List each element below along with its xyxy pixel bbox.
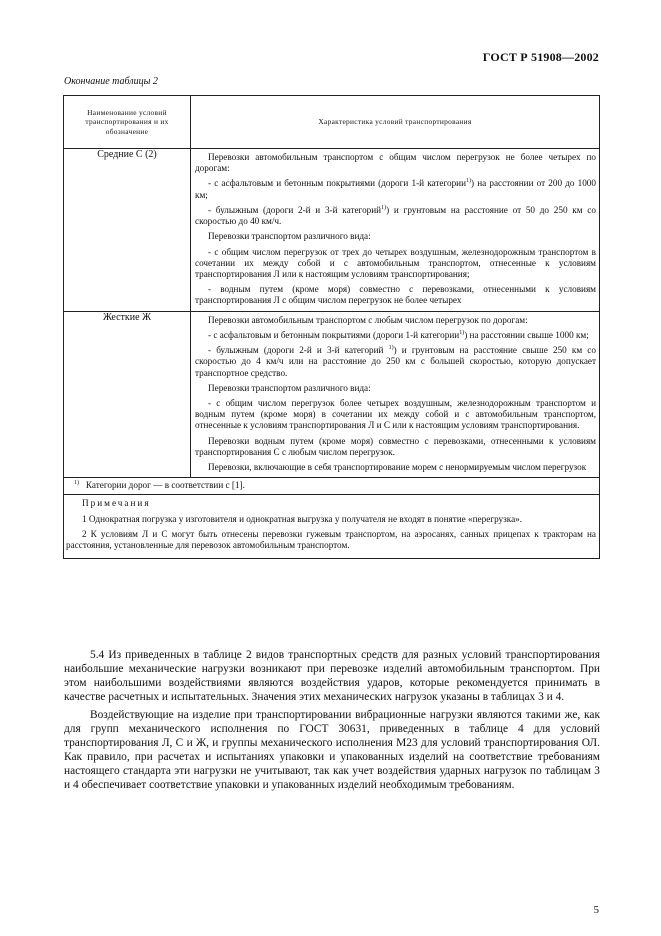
body-text — [64, 648, 600, 795]
condition-description-cell — [191, 149, 600, 312]
footnote-row — [64, 478, 600, 495]
footnote-mark: 1) — [381, 204, 387, 211]
description-paragraph: - с общим числом перегрузок более четырех воздушным, железнодорожным транспортом и водным путем (кроме моря) в сочетании их между собой и с автомобильным транспортом, отнесенные к условиям транспортирования Л и С или к настоящим условиям транспортирования. — [195, 397, 596, 431]
col-header-condition-name: Наименование условий транспортирования и их обозначение — [64, 96, 191, 149]
description-paragraph: Перевозки, включающие в себя транспортирование морем с ненормируемым числом перегрузок — [208, 462, 587, 473]
description-paragraph: - с асфальтовым и бетонным покрытиями (дороги 1-й категории$^{1)}$) на расстоянии от 200 до 1000 км; — [195, 178, 596, 200]
footnote-mark: 1) — [74, 480, 79, 487]
table-row — [64, 311, 600, 478]
description-paragraph: - с асфальтовым и бетонным покрытиями (дороги 1-й категории$^{1)}$) на расстоянии свыше 1000 км; — [208, 329, 589, 340]
description-paragraph: - с общим числом перегрузок от трех до четырех воздушным, железнодорожным транспортом в сочетании их между собой и с автомобильным транспортом, отнесенные к условиям транспортирования Л или к настоящим условиям транспортирования; — [195, 246, 596, 279]
condition-description-cell — [191, 311, 600, 478]
description-paragraph: Перевозки автомобильным транспортом с любым числом перегрузок по дорогам: — [208, 314, 528, 325]
note-item: 1 Однократная погрузка у изготовителя и однократная выгрузка у получателя не входят в понятие «перегрузка». — [82, 513, 523, 524]
description-paragraph: Перевозки автомобильным транспортом с общим числом перегрузок не более четырех по дорогам: — [195, 152, 596, 174]
col-header-characteristics: Характеристика условий транспортирования — [191, 96, 600, 149]
description-paragraph: - булыжным (дороги 2-й и 3-й категорий $^{1)}$) и грунтовым на расстояние свыше 250 км со скоростью до 4 км/ч или на расстояние до 250 км с большей скоростью, которую допускает транспортное средство. — [195, 345, 596, 378]
body-paragraph: Воздействующие на изделие при транспортировании вибрационные нагрузки являются такими же, как для групп механического исполнения по ГОСТ 30631, приведенных в таблице 4 для условий транспортирования Л, С и Ж, и группы механического исполнения М23 для условий транспортирования ОЛ. Как правило, при расчетах и испытаниях упаковки и упакованных изделий на соответствие требованиям настоящего стандарта эти нагрузки не учитывают, так как учет воздействия ударных нагрузок по таблицам 3 и 4 обеспечивает соответствие упаковки и упакованных изделий необходимым требованиям. — [64, 708, 600, 792]
description-paragraph: Перевозки транспортом различного вида: — [208, 231, 371, 242]
notes-row — [64, 495, 600, 559]
footnote-mark: 1) — [388, 345, 394, 351]
body-paragraph: 5.4 Из приведенных в таблице 2 видов транспортных средств для разных условий транспортирования наибольшие механические нагрузки возникают при перевозке изделий автомобильным транспортом. При этом наибольшими воздействиями являются воздействия ударов, которые рекомендуется принимать в качестве расчетных и испытательных. Значения этих механических нагрузок указаны в таблицах 3 и 4. — [64, 649, 600, 704]
table-caption: Окончание таблицы 2 — [64, 76, 158, 87]
table-header-row — [64, 96, 600, 149]
description-paragraph: Перевозки транспортом различного вида: — [208, 382, 371, 393]
note-item: 2 К условиям Л и С могут быть отнесены перевозки гужевым транспортом, на аэросанях, санных прицепах к тракторам на расстояния, установленные для перевозок автомобильным транспортом. — [66, 528, 596, 551]
description-paragraph: - булыжным (дороги 2-й и 3-й категорий$^{1)}$) и грунтовым на расстояние от 50 до 250 км со скоростью до 40 км/ч. — [195, 204, 596, 227]
transport-conditions-table — [63, 95, 600, 559]
description-paragraph: - водным путем (кроме моря) совместно с перевозками, отнесенными к условиям транспортирования Л с общим числом перегрузок не более четырех — [195, 284, 596, 306]
table-row — [64, 149, 600, 312]
footnote-cell — [64, 478, 600, 495]
notes-title: Примечания — [82, 498, 151, 509]
notes-cell — [64, 495, 600, 559]
footnote-mark: 1) — [466, 178, 472, 185]
description-paragraph: Перевозки водным путем (кроме моря) совместно с перевозками, отнесенными к условиям транспортирования С с любым числом перегрузок. — [195, 435, 596, 457]
footnote-text: Категории дорог — в соответствии с [1]. — [85, 480, 245, 491]
page-number: 5 — [593, 904, 599, 916]
footnote-mark: 1) — [459, 329, 465, 336]
condition-name-cell: Жесткие Ж — [64, 311, 191, 478]
document-header: ГОСТ Р 51908—2002 — [482, 50, 599, 64]
condition-name-cell: Средние С (2) — [64, 149, 191, 312]
